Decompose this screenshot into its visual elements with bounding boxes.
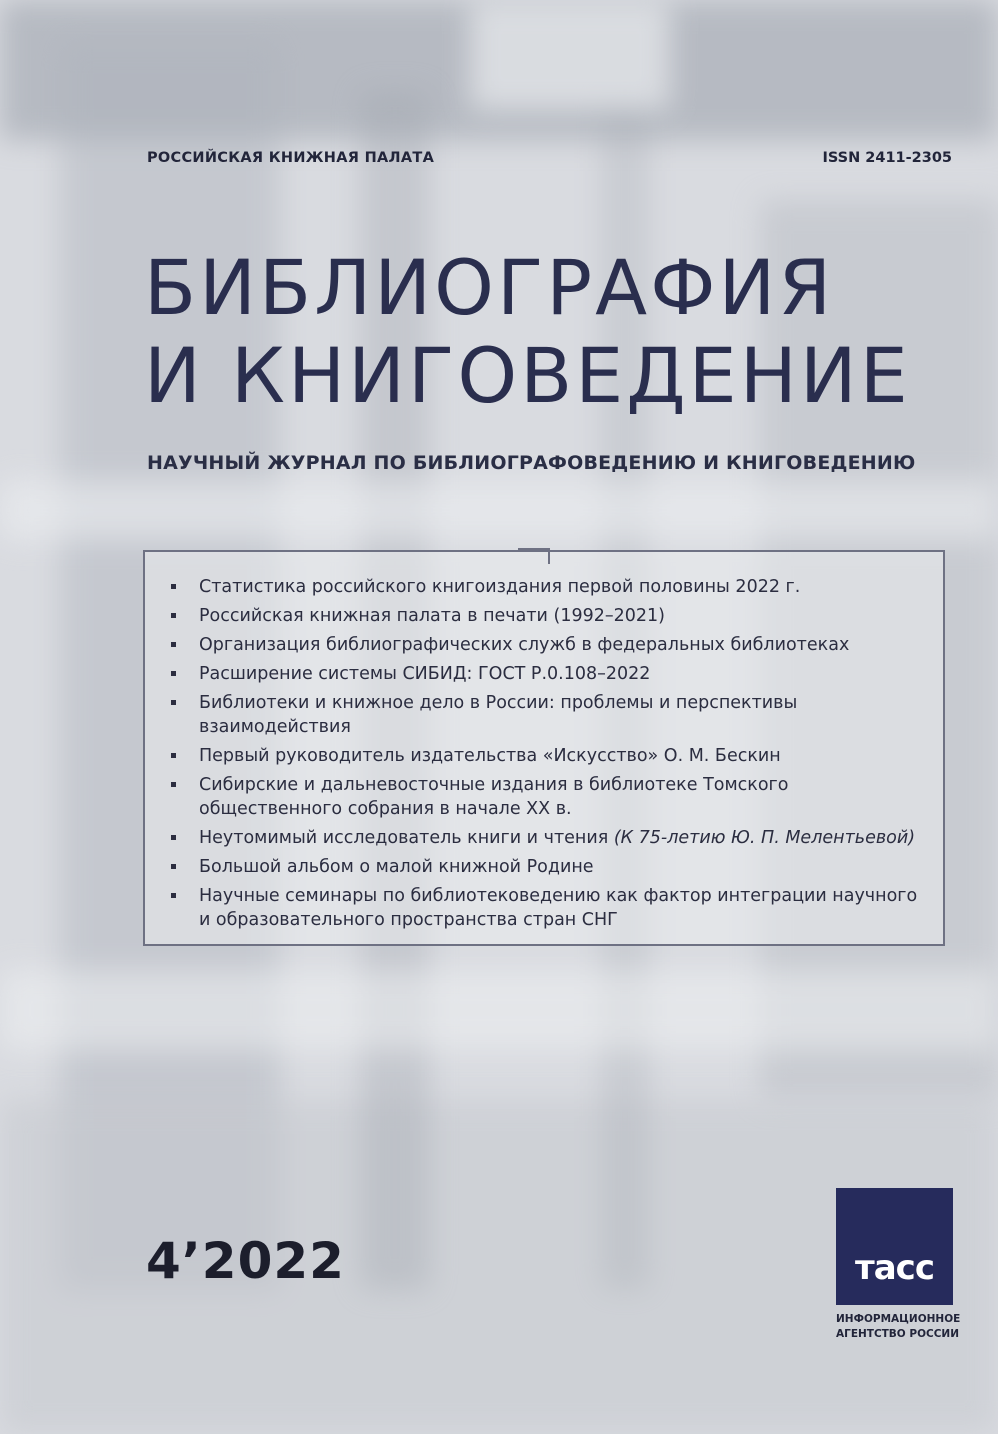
contents-item-text: Библиотеки и книжное дело в России: проблемы и перспективы взаимодействия <box>199 693 798 737</box>
bullet-icon <box>171 700 176 705</box>
contents-item-note: (К 75-летию Ю. П. Мелентьевой) <box>613 828 916 848</box>
background-shape <box>470 0 670 110</box>
bullet-icon <box>171 864 176 869</box>
tass-caption-line2: АГЕНТСТВО РОССИИ <box>836 1328 960 1340</box>
contents-item-text: Организация библиографических служб в федеральных библиотеках <box>199 635 850 655</box>
contents-list <box>171 575 931 937</box>
issue-number: 4’2022 <box>146 1232 345 1290</box>
contents-item <box>171 773 931 821</box>
tass-logo-text: тасс <box>855 1248 934 1288</box>
contents-item <box>171 884 931 932</box>
journal-title-line2: И КНИГОВЕДЕНИЕ <box>144 331 911 420</box>
background-shape <box>0 480 998 540</box>
bullet-icon <box>171 671 176 676</box>
contents-item <box>171 662 931 686</box>
tass-caption <box>836 1312 966 1342</box>
contents-item <box>171 604 931 628</box>
journal-title <box>144 244 964 420</box>
contents-item <box>171 691 931 739</box>
contents-item-text: Первый руководитель издательства «Искусство» О. М. Бескин <box>199 746 781 766</box>
tass-logo <box>836 1188 953 1305</box>
contents-item <box>171 826 931 850</box>
bullet-icon <box>171 782 176 787</box>
bullet-icon <box>171 584 176 589</box>
contents-item <box>171 575 931 599</box>
journal-title-line1: БИБЛИОГРАФИЯ <box>144 243 835 332</box>
contents-item-text: Статистика российского книгоиздания первой половины 2022 г. <box>199 577 801 597</box>
issn-number: ISSN 2411-2305 <box>822 150 952 166</box>
contents-item <box>171 744 931 768</box>
journal-subtitle: НАУЧНЫЙ ЖУРНАЛ ПО БИБЛИОГРАФОВЕДЕНИЮ И КНИГОВЕДЕНИЮ <box>147 452 916 474</box>
bullet-icon <box>171 642 176 647</box>
bullet-icon <box>171 835 176 840</box>
tass-caption-line1: ИНФОРМАЦИОННОЕ <box>836 1313 961 1325</box>
contents-item-text: Большой альбом о малой книжной Родине <box>199 857 594 877</box>
contents-item-text: Российская книжная палата в печати (1992–2021) <box>199 606 665 626</box>
bullet-icon <box>171 893 176 898</box>
contents-box-notch <box>518 548 550 564</box>
background-shape <box>0 970 998 1050</box>
bullet-icon <box>171 613 176 618</box>
contents-item-text: Неутомимый исследователь книги и чтения <box>199 828 614 848</box>
contents-item <box>171 855 931 879</box>
contents-item-text: Научные семинары по библиотековедению как фактор интеграции научного и образовательного пространства стран СНГ <box>199 886 918 930</box>
contents-item <box>171 633 931 657</box>
publisher-name: РОССИЙСКАЯ КНИЖНАЯ ПАЛАТА <box>147 150 435 166</box>
bullet-icon <box>171 753 176 758</box>
contents-item-text: Расширение системы СИБИД: ГОСТ Р.0.108–2022 <box>199 664 651 684</box>
contents-item-text: Сибирские и дальневосточные издания в библиотеке Томского общественного собрания в начале XX в. <box>199 775 789 819</box>
